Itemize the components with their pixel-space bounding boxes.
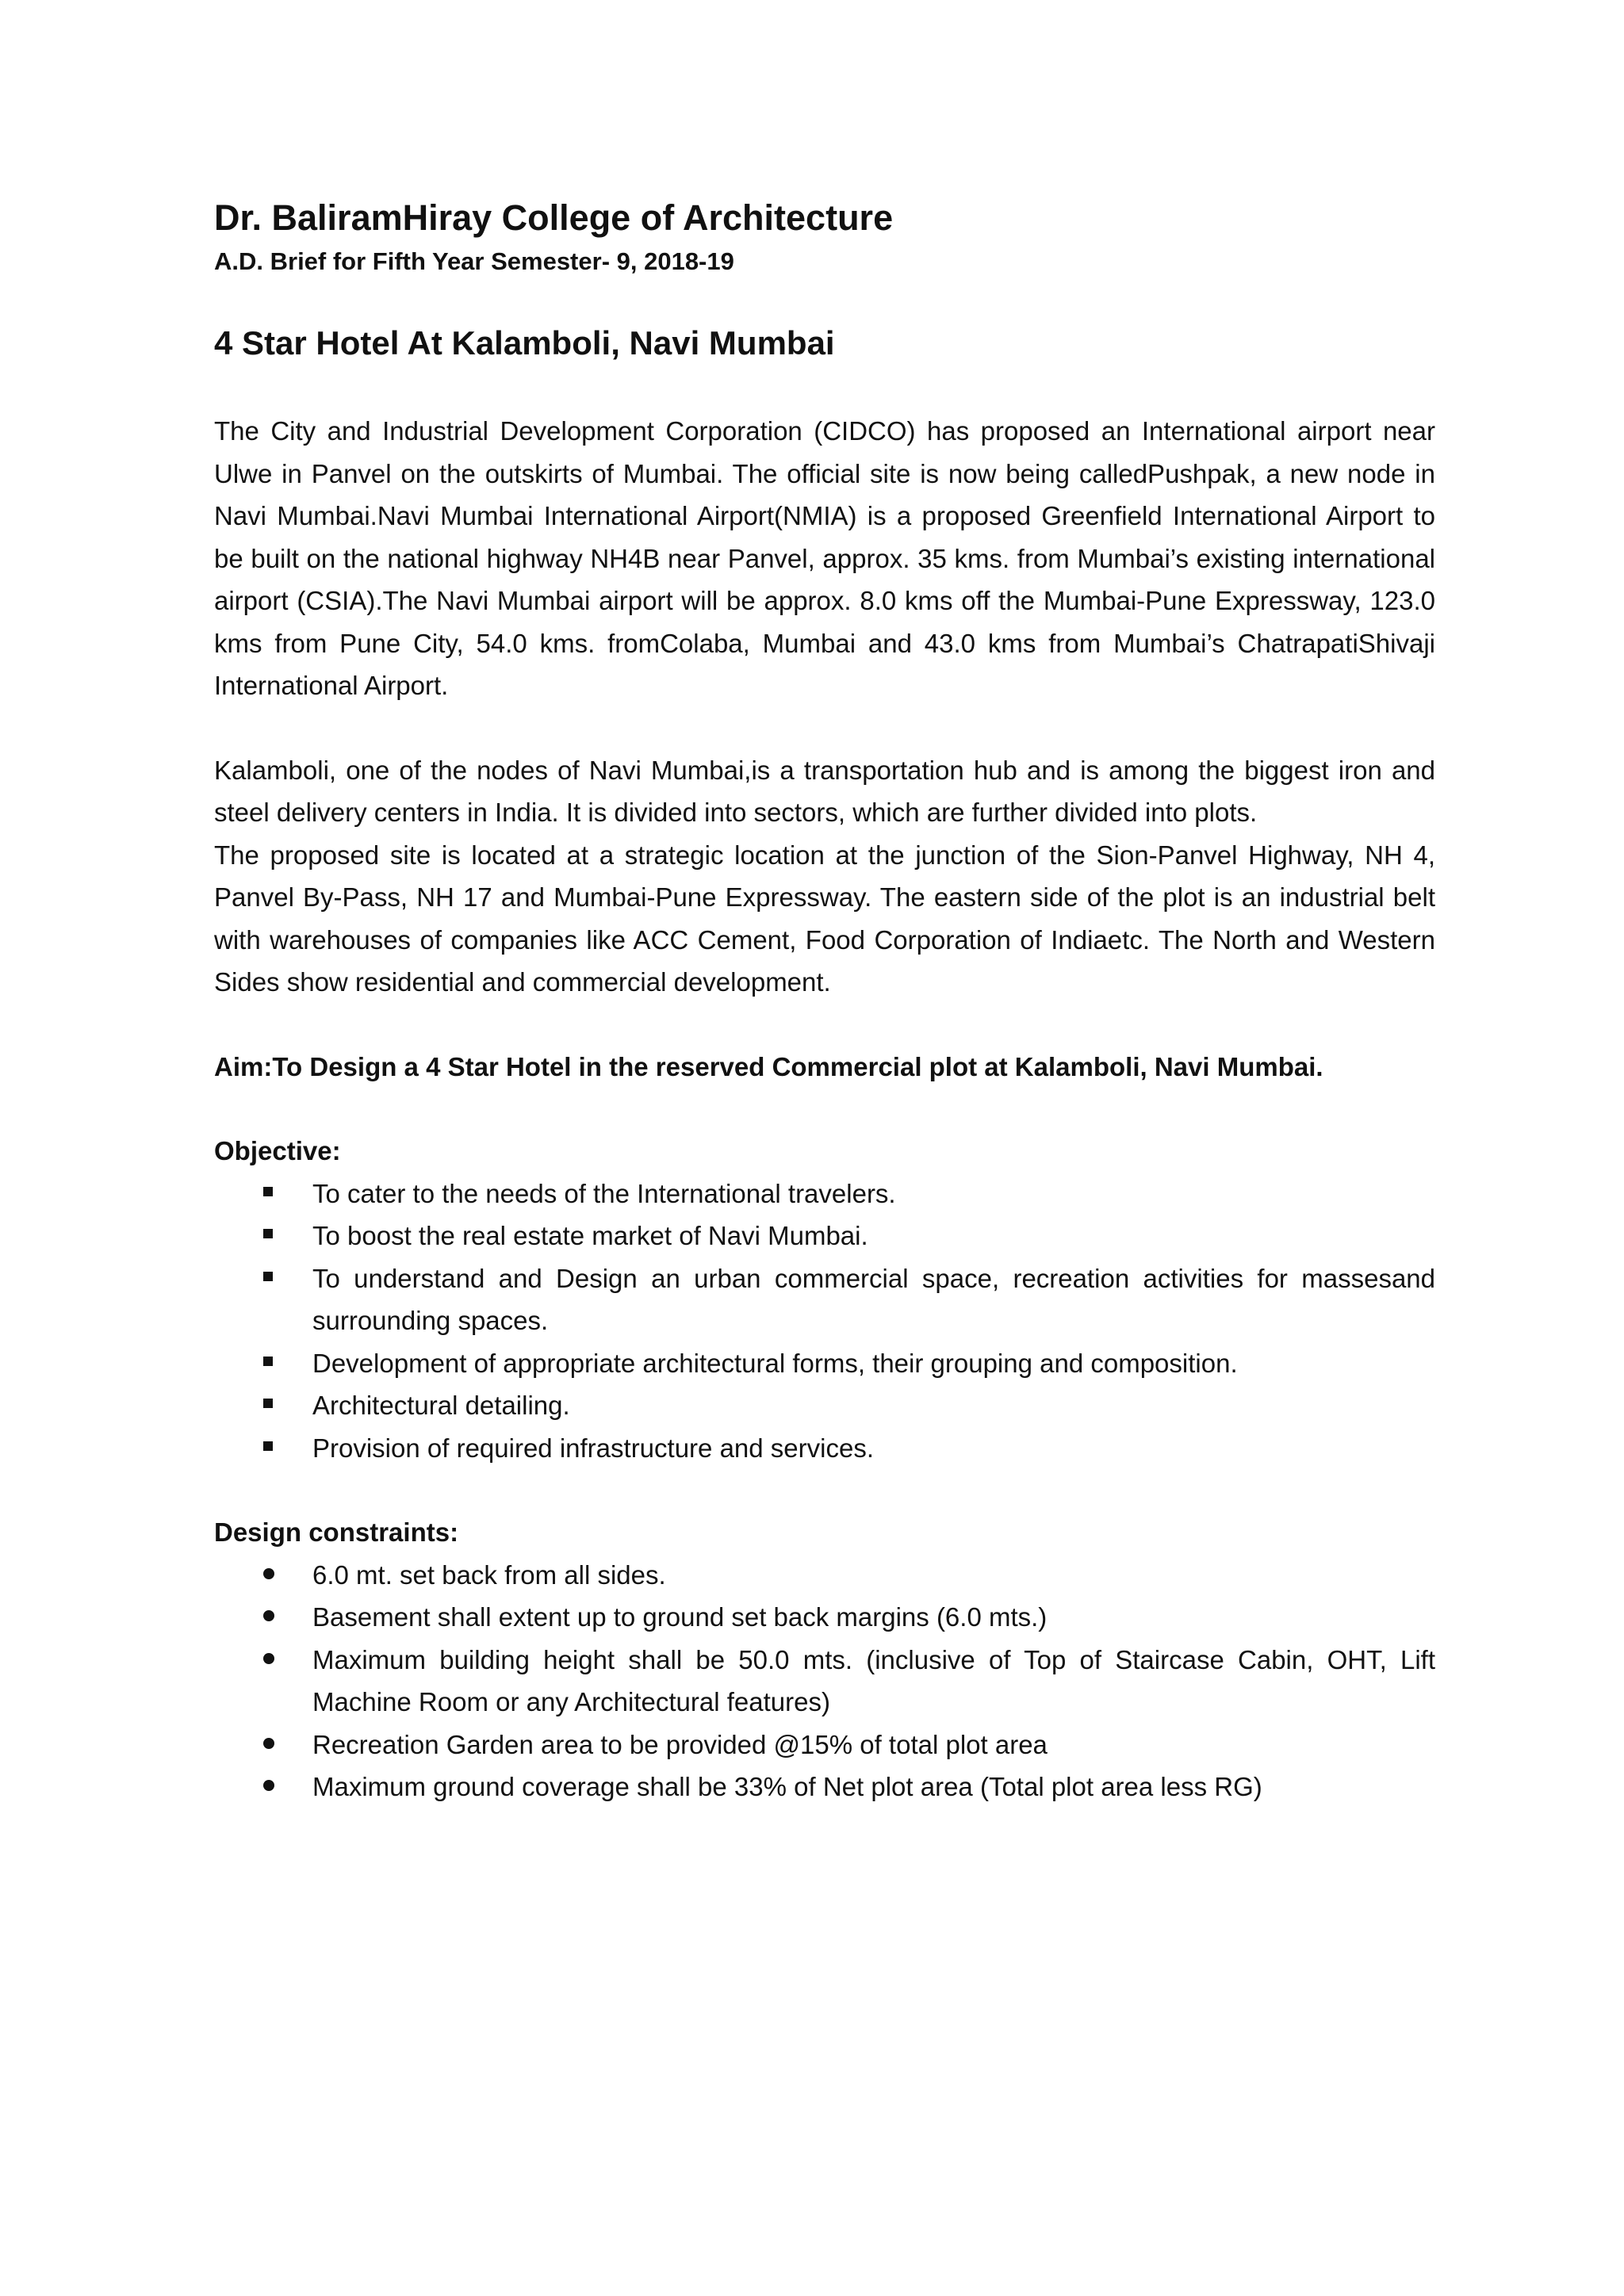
objective-item <box>214 1384 1435 1427</box>
document-content <box>214 197 1435 1808</box>
objective-item <box>214 1215 1435 1257</box>
square-bullet-icon <box>263 1272 273 1281</box>
objective-item <box>214 1173 1435 1215</box>
round-bullet-icon <box>263 1780 274 1791</box>
square-bullet-icon <box>263 1441 273 1451</box>
constraint-item <box>214 1596 1435 1639</box>
objective-text: Provision of required infrastructure and services. <box>312 1433 874 1463</box>
constraint-item <box>214 1639 1435 1724</box>
college-name: Dr. BaliramHiray College of Architecture <box>214 197 894 238</box>
location-paragraph: The proposed site is located at a strategic location at the junction of the Sion-Panvel Highway, NH 4, Panvel By-Pass, NH 17 and Mumbai-Pune Expressway. The eastern side of the plot is an industrial belt with warehouses of companies like ACC Cement, Food Corporation of Indiaetc. The North and Western Sides show residential and commercial development. <box>214 840 1435 997</box>
constraints-heading: Design constraints: <box>214 1517 459 1548</box>
objective-heading: Objective: <box>214 1136 341 1166</box>
constraint-text: 6.0 mt. set back from all sides. <box>312 1559 666 1590</box>
brief-line: A.D. Brief for Fifth Year Semester- 9, 2018-19 <box>214 247 734 276</box>
objective-item <box>214 1257 1435 1342</box>
objective-item <box>214 1342 1435 1385</box>
round-bullet-icon <box>263 1738 274 1749</box>
site-paragraph: Kalamboli, one of the nodes of Navi Mumbai,is a transportation hub and is among the biggest iron and steel delivery centers in India. It is divided into sectors, which are further divided into plots. <box>214 755 1435 828</box>
square-bullet-icon <box>263 1399 273 1408</box>
constraints-list <box>214 1554 1435 1808</box>
round-bullet-icon <box>263 1653 274 1664</box>
constraint-text: Maximum building height shall be 50.0 mts. (inclusive of Top of Staircase Cabin, OHT, Lift Machine Room or any Architectural features) <box>312 1644 1435 1717</box>
constraint-item <box>214 1724 1435 1766</box>
objective-text: Architectural detailing. <box>312 1391 570 1421</box>
intro-paragraph: The City and Industrial Development Corporation (CIDCO) has proposed an International airport near Ulwe in Panvel on the outskirts of Mumbai. The official site is now being calledPushpak, a new node in Navi Mumbai.Navi Mumbai International Airport(NMIA) is a proposed Greenfield International Airport to be built on the national highway NH4B near Panvel, approx. 35 kms. from Mumbai’s existing international airport (CSIA).The Navi Mumbai airport will be approx. 8.0 kms off the Mumbai-Pune Expressway, 123.0 kms from Pune City, 54.0 kms. fromColaba, Mumbai and 43.0 kms from Mumbai’s ChatrapatiShivaji International Airport. <box>214 416 1435 701</box>
constraint-text: Basement shall extent up to ground set back margins (6.0 mts.) <box>312 1602 1048 1632</box>
square-bullet-icon <box>263 1357 273 1366</box>
constraint-item <box>214 1554 1435 1597</box>
constraint-item <box>214 1766 1435 1808</box>
constraint-text: Maximum ground coverage shall be 33% of Net plot area (Total plot area less RG) <box>312 1772 1262 1802</box>
objective-item <box>214 1427 1435 1470</box>
constraint-text: Recreation Garden area to be provided @15% of total plot area <box>312 1729 1048 1759</box>
objective-text: To understand and Design an urban commercial space, recreation activities for massesand surrounding spaces. <box>312 1263 1435 1336</box>
objective-text: To boost the real estate market of Navi Mumbai. <box>312 1221 868 1251</box>
square-bullet-icon <box>263 1187 273 1196</box>
round-bullet-icon <box>263 1568 274 1579</box>
objective-text: To cater to the needs of the International travelers. <box>312 1178 896 1208</box>
objective-list <box>214 1173 1435 1470</box>
square-bullet-icon <box>263 1229 273 1238</box>
project-title: 4 Star Hotel At Kalamboli, Navi Mumbai <box>214 323 835 362</box>
objective-text: Development of appropriate architectural forms, their grouping and composition. <box>312 1348 1238 1378</box>
aim-statement: Aim:To Design a 4 Star Hotel in the reserved Commercial plot at Kalamboli, Navi Mumbai. <box>214 1051 1323 1081</box>
round-bullet-icon <box>263 1610 274 1621</box>
